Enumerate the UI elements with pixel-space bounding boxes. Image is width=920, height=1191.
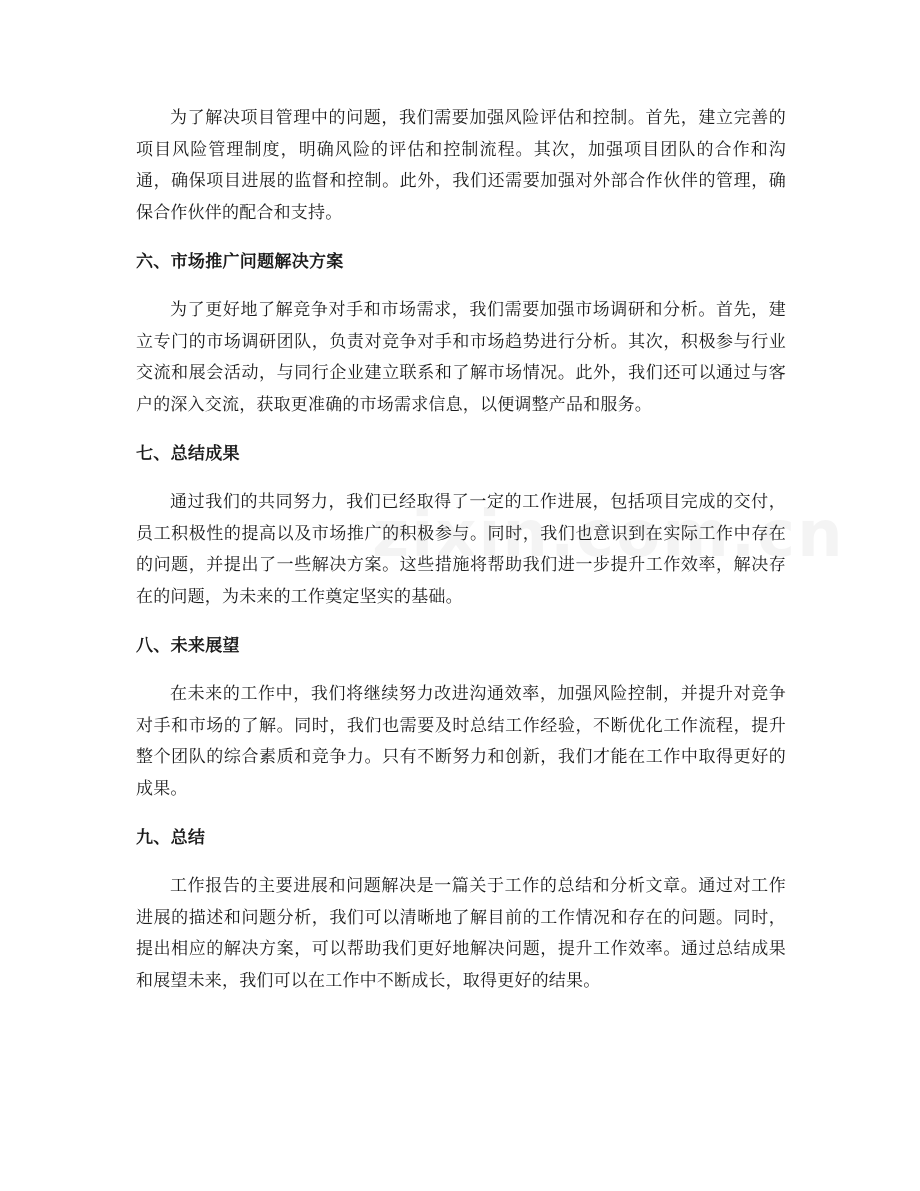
document-page (136, 103, 786, 997)
paragraph-marketing-solutions: 为了更好地了解竞争对手和市场需求，我们需要加强市场调研和分析。首先，建立专门的市场调研团队，负责对竞争对手和市场趋势进行分析。其次，积极参与行业交流和展会活动，与同行企业建立联系和了解市场情况。此外，我们还可以通过与客户的深入交流，获取更准确的市场需求信息，以便调整产品和服务。 (136, 300, 786, 415)
heading-section-8: 八、未来展望 (136, 636, 240, 656)
paragraph-risk-management: 为了解决项目管理中的问题，我们需要加强风险评估和控制。首先，建立完善的项目风险管理制度，明确风险的评估和控制流程。其次，加强项目团队的合作和沟通，确保项目进展的监督和控制。此外，我们还需要加强对外部合作伙伴的管理，确保合作伙伴的配合和支持。 (136, 108, 786, 223)
heading-section-6: 六、市场推广问题解决方案 (136, 252, 344, 272)
paragraph-conclusion: 工作报告的主要进展和问题解决是一篇关于工作的总结和分析文章。通过对工作进展的描述和问题分析，我们可以清晰地了解目前的工作情况和存在的问题。同时，提出相应的解决方案，可以帮助我们更好地解决问题，提升工作效率。通过总结成果和展望未来，我们可以在工作中不断成长，取得更好的结果。 (136, 876, 786, 991)
heading-section-9: 九、总结 (136, 828, 206, 848)
paragraph-future-outlook: 在未来的工作中，我们将继续努力改进沟通效率，加强风险控制，并提升对竞争对手和市场的了解。同时，我们也需要及时总结工作经验，不断优化工作流程，提升整个团队的综合素质和竞争力。只有不断努力和创新，我们才能在工作中取得更好的成果。 (136, 684, 786, 799)
heading-section-7: 七、总结成果 (136, 444, 240, 464)
paragraph-results-summary: 通过我们的共同努力，我们已经取得了一定的工作进展，包括项目完成的交付，员工积极性的提高以及市场推广的积极参与。同时，我们也意识到在实际工作中存在的问题，并提出了一些解决方案。这些措施将帮助我们进一步提升工作效率，解决存在的问题，为未来的工作奠定坚实的基础。 (136, 492, 786, 607)
